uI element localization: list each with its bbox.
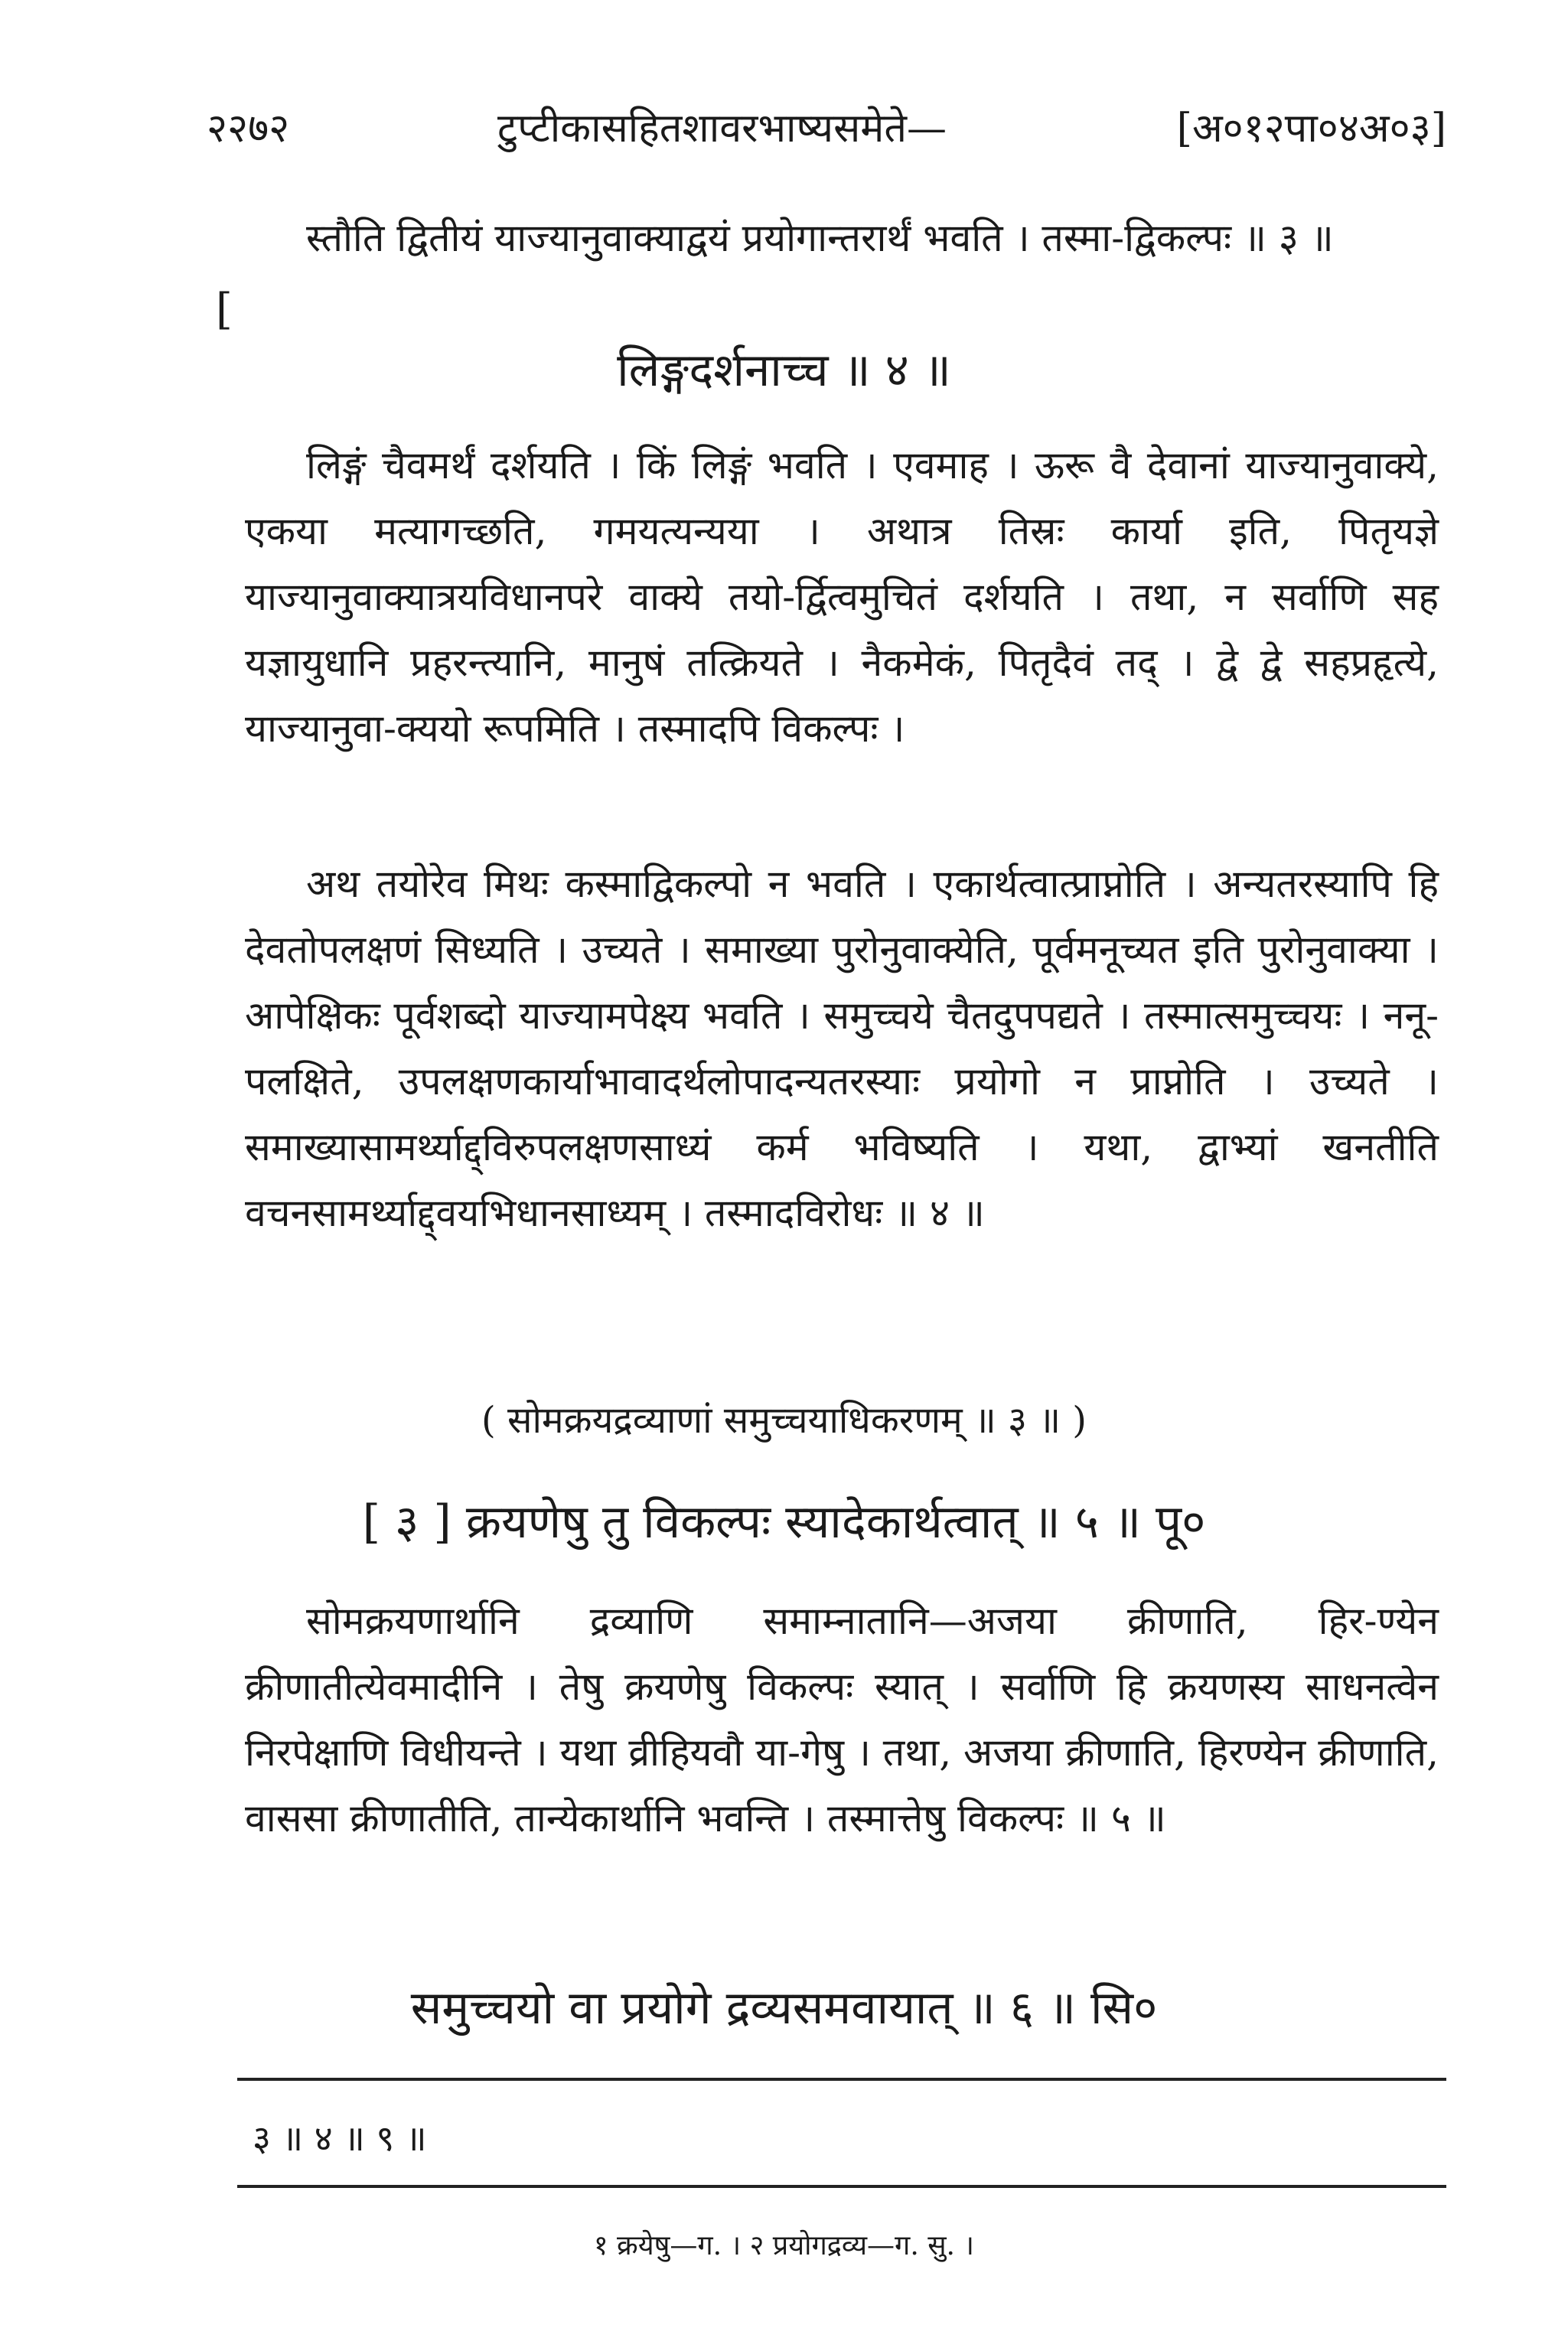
margin-bracket: [ — [216, 285, 233, 334]
sutra-5: [ ३ ] क्रयणेषु तु विकल्पः स्यादेकार्थत्वात् ॥ ५ ॥ पू० — [362, 1495, 1206, 1549]
footnote-divider-top — [237, 2078, 1446, 2081]
sutra-reference-note: ३ ॥ ४ ॥ ९ ॥ — [253, 2118, 427, 2159]
opening-paragraph — [245, 205, 1439, 292]
footnote: १ क्रयेषु—ग. । २ प्रयोगद्रव्य—ग. सु. । — [593, 2230, 975, 2261]
sutra-4: लिङ्गदर्शनाच्च ॥ ४ ॥ — [617, 344, 951, 397]
adhikarana-heading: ( सोमक्रयद्रव्याणां समुच्चयाधिकरणम् ॥ ३ ॥ ) — [481, 1399, 1087, 1442]
section-reference: [अ०१२पा०४अ०३] — [1176, 106, 1446, 152]
paragraph-4: सोमक्रयणार्थानि द्रव्याणि समाम्नातानि—अजया क्रीणाति, हिर-ण्येन क्रीणातीत्येवमादीनि । तेषु क्रयणेषु विकल्पः स्यात् । सर्वाणि हि क्रयणस्य साधनत्वेन निरपेक्षाणि विधीयन्ते । यथा व्रीहियवौ या-गेषु । तथा, अजया क्रीणाति, हिरण्येन क्रीणाति, वाससा क्रीणातीति, तान्येकार्थानि भवन्ति । तस्मात्तेषु विकल्पः ॥ ५ ॥ — [245, 1599, 1439, 1841]
paragraph-2: लिङ्गं चैवमर्थं दर्शयति । किं लिङ्गं भवति । एवमाह । ऊरू वै देवानां याज्यानुवाक्ये, एकया मत्यागच्छति, गमयत्यन्यया । अथात्र तिस्रः कार्या इति, पितृयज्ञे याज्यानुवाक्यात्रयविधानपरे वाक्ये तयो-र्द्वित्वमुचितं दर्शयति । तथा, न सर्वाणि सह यज्ञायुधानि प्रहरन्त्यानि, मानुषं तत्क्रियते । नैकमेकं, पितृदैवं तद् । द्वे द्वे सहप्रहृत्ये, याज्यानुवा-क्ययो रूपमिति । तस्मादपि विकल्पः । — [245, 443, 1439, 751]
running-title: टुप्टीकासहितशावरभाष्यसमेते— — [497, 106, 947, 152]
commentary-block-1 — [245, 432, 1439, 783]
page-header — [207, 84, 1446, 153]
commentary-block-3 — [245, 1588, 1439, 1873]
footnote-divider-bottom — [237, 2185, 1446, 2188]
paragraph-3: अथ तयोरेव मिथः कस्माद्विकल्पो न भवति । एकार्थत्वात्प्राप्नोति । अन्यतरस्यापि हि देवतोपलक्षणं सिध्यति । उच्यते । समाख्या पुरोनुवाक्येति, पूर्वमनूच्यत इति पुरोनुवाक्या । आपेक्षिकः पूर्वशब्दो याज्यामपेक्ष्य भवति । समुच्चये चैतदुपपद्यते । तस्मात्समुच्चयः । ननू-पलक्षिते, उपलक्षणकार्याभावादर्थलोपादन्यतरस्याः प्रयोगो न प्राप्नोति । उच्यते । समाख्यासामर्थ्याद्द्विरुपलक्षणसाध्यं कर्म भविष्यति । यथा, द्वाभ्यां खनतीति वचनसामर्थ्याद्द्वयभिधानसाध्यम् । तस्मादविरोधः ॥ ४ ॥ — [245, 862, 1439, 1235]
paragraph-1: स्तौति द्वितीयं याज्यानुवाक्याद्वयं प्रयोगान्तरार्थं भवति । तस्मा-द्विकल्पः ॥ ३ ॥ — [306, 216, 1334, 260]
commentary-block-2 — [245, 851, 1439, 1267]
sutra-6: समुच्चयो वा प्रयोगे द्रव्यसमवायात् ॥ ६ ॥ सि० — [410, 1981, 1158, 2035]
page-number: २२७२ — [207, 106, 290, 152]
